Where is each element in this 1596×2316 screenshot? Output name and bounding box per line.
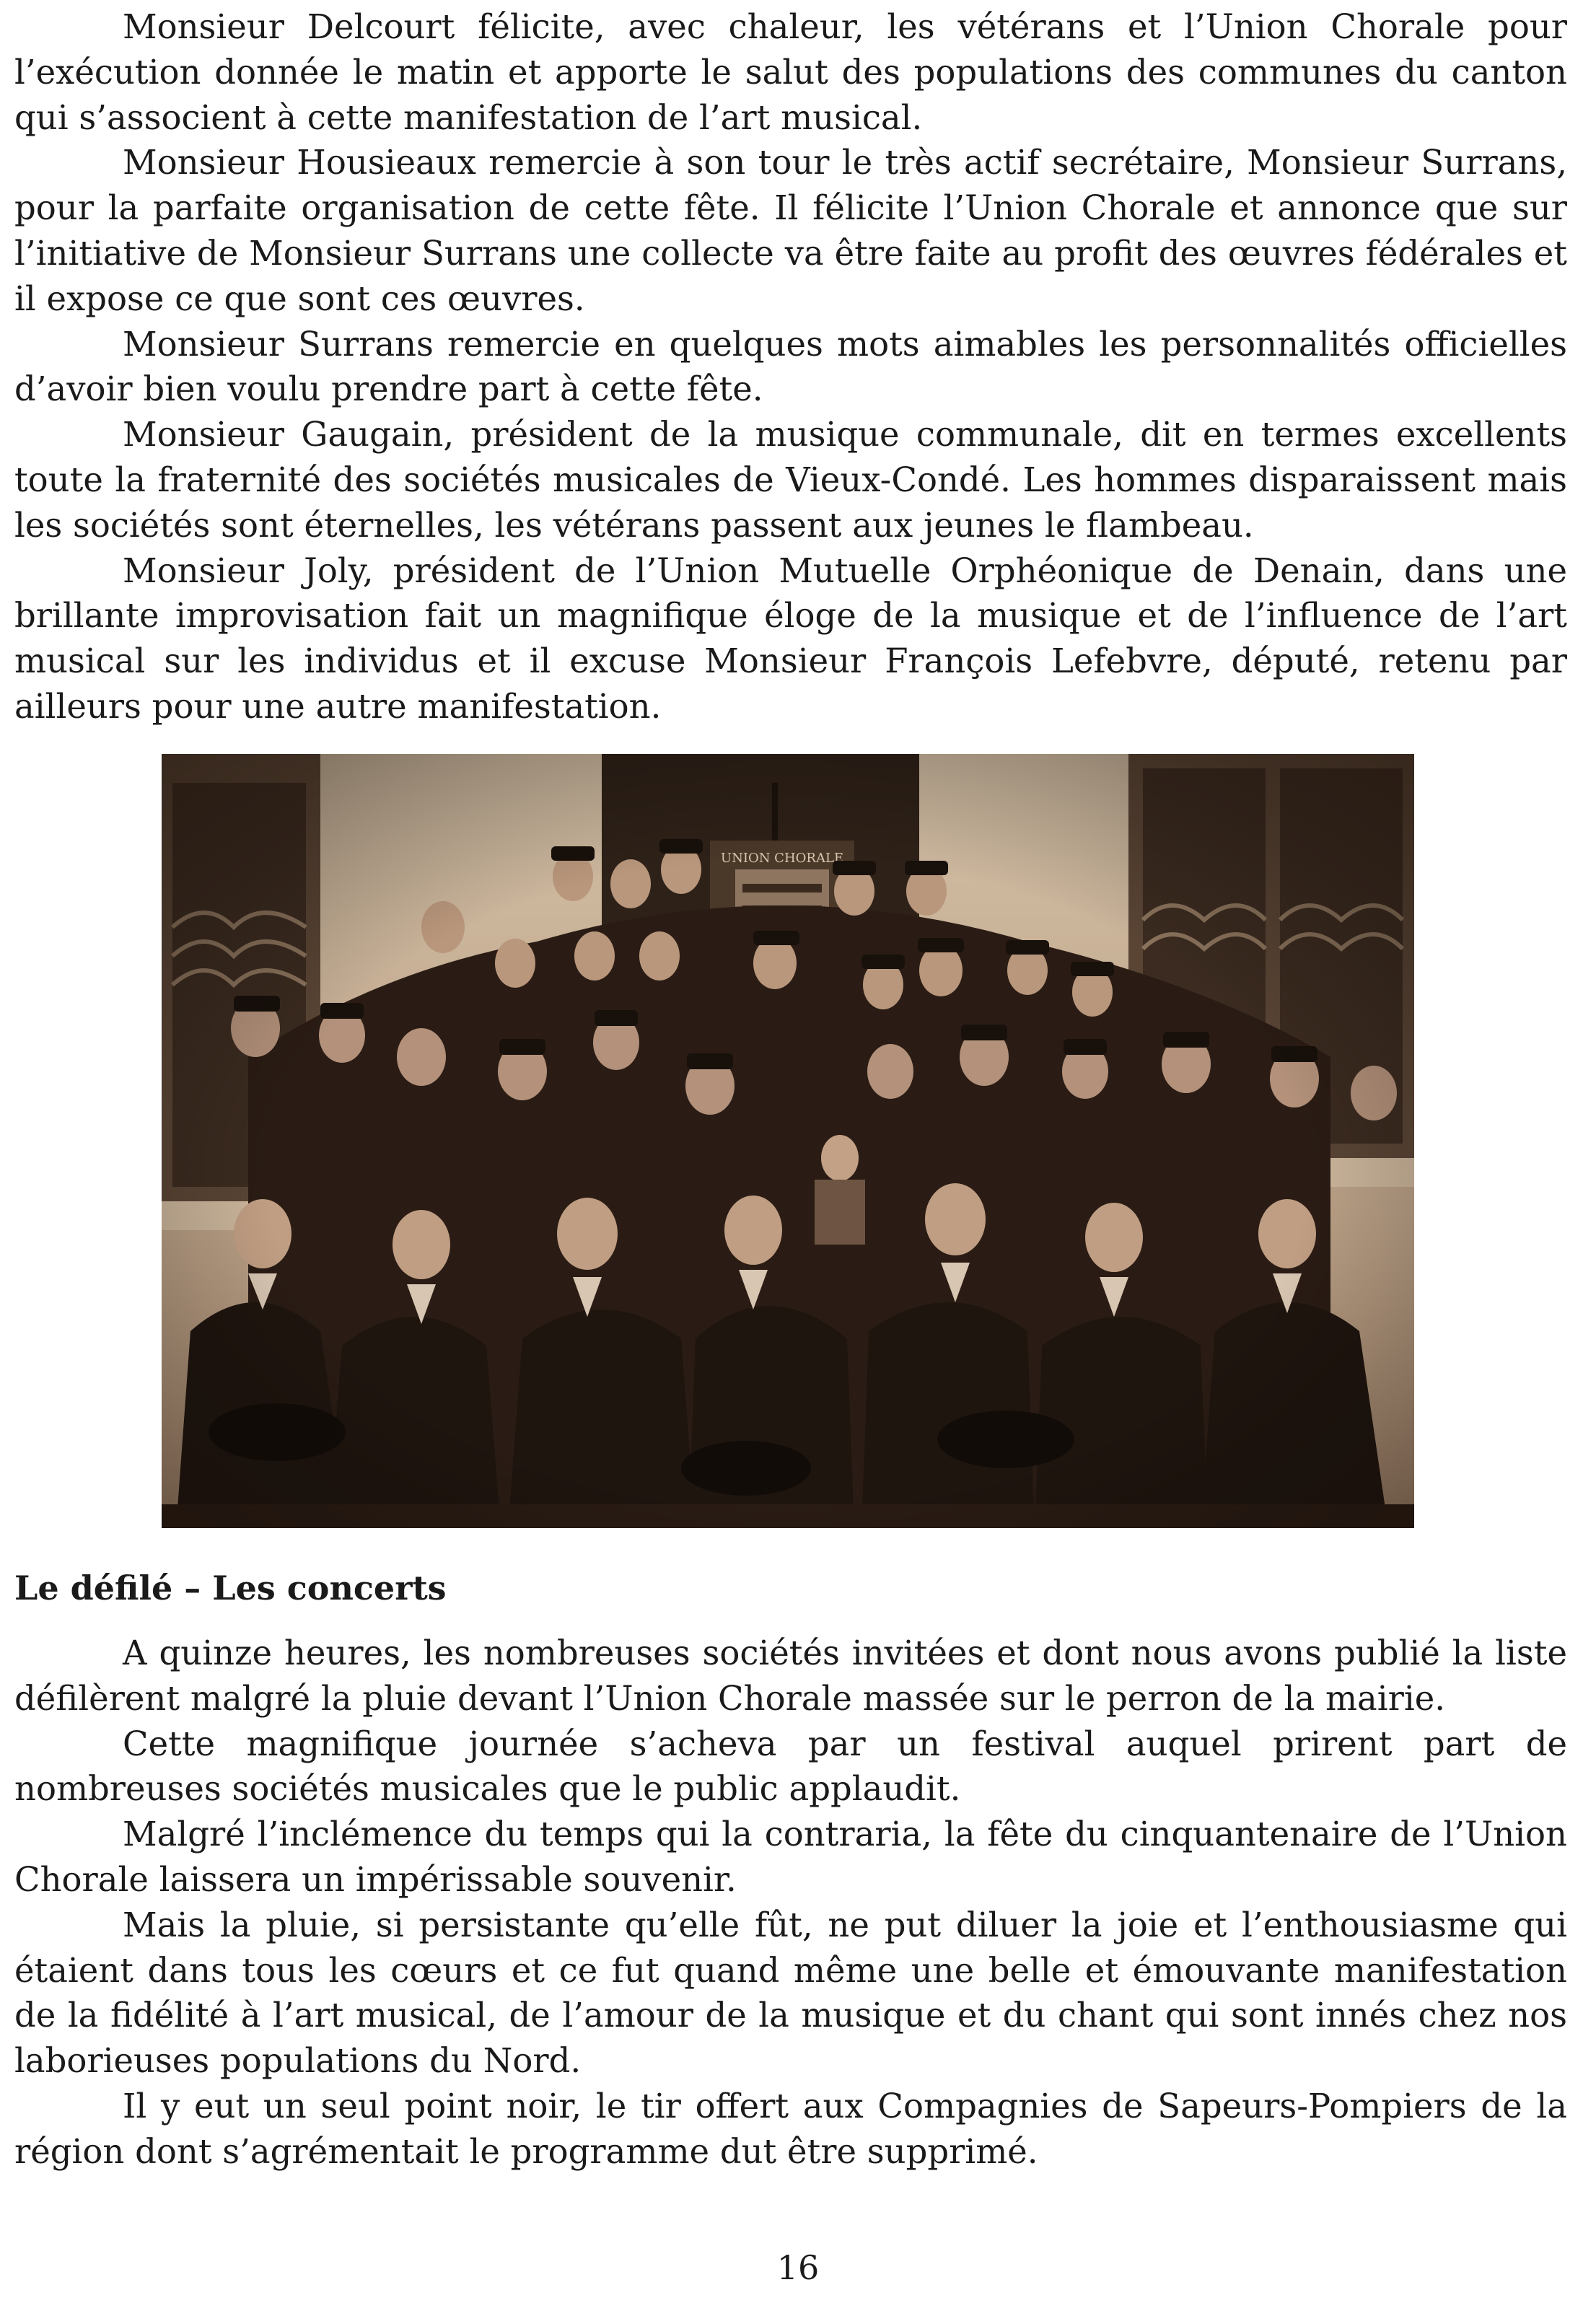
paragraph-surrans: Monsieur Surrans remercie en quelques mots aimables les personnalités officielles d’avoir bien voulu prendre part à cette fête. — [14, 324, 1567, 409]
paragraph-inclemence: Malgré l’inclémence du temps qui la contraria, la fête du cinquantenaire de l’Union Chorale laissera un impérissable souvenir. — [14, 1815, 1567, 1899]
paragraph-gaugain: Monsieur Gaugain, président de la musique communale, dit en termes excellents toute la fraternité des sociétés musicales de Vieux-Condé. Les hommes disparaissent mais les sociétés sont éternelles, les vétérans passent aux jeunes le flambeau. — [14, 415, 1567, 545]
paragraph-housieaux: Monsieur Housieaux remercie à son tour le très actif secrétaire, Monsieur Surrans, pour la parfaite organisation de cette fête. Il félicite l’Union Chorale et annonce que sur l’initiative de Monsieur Surrans une collecte va être faite au profit des œuvres fédérales et il expose ce que sont ces œuvres. — [14, 143, 1567, 318]
paragraph-defile: A quinze heures, les nombreuses sociétés invitées et dont nous avons publié la liste défilèrent malgré la pluie devant l’Union Chorale massée sur le perron de la mairie. — [14, 1633, 1567, 1718]
paragraph-delcourt: Monsieur Delcourt félicite, avec chaleur, les vétérans et l’Union Chorale pour l’exécution donnée le matin et apporte le salut des populations des communes du canton qui s’associent à cette manifestation de l’art musical. — [14, 7, 1567, 137]
bottom-text-block — [14, 1631, 1567, 2175]
group-photograph — [162, 754, 1414, 1528]
paragraph-point-noir: Il y eut un seul point noir, le tir offert aux Compagnies de Sapeurs-Pompiers de la région dont s’agrémentait le programme dut être supprimé. — [14, 2086, 1567, 2171]
top-text-block — [14, 4, 1567, 729]
paragraph-festival: Cette magnifique journée s’acheva par un festival auquel prirent part de nombreuses sociétés musicales que le public applaudit. — [14, 1724, 1567, 1809]
page-number: 16 — [776, 2248, 820, 2287]
paragraph-joly: Monsieur Joly, président de l’Union Mutuelle Orphéonique de Denain, dans une brillante improvisation fait un magnifique éloge de la musique et de l’influence de l’art musical sur les individus et il excuse Monsieur François Lefebvre, député, retenu par ailleurs pour une autre manifestation. — [14, 551, 1567, 726]
section-heading: Le défilé – Les concerts — [14, 1569, 447, 1607]
paragraph-pluie: Mais la pluie, si persistante qu’elle fût, ne put diluer la joie et l’enthousiasme qui étaient dans tous les cœurs et ce fut quand même une belle et émouvante manifestation de la fidélité à l’art musical, de l’amour de la musique et du chant qui sont innés chez nos laborieuses populations du Nord. — [14, 1905, 1567, 2081]
group-photograph-drawing — [162, 754, 1414, 1528]
